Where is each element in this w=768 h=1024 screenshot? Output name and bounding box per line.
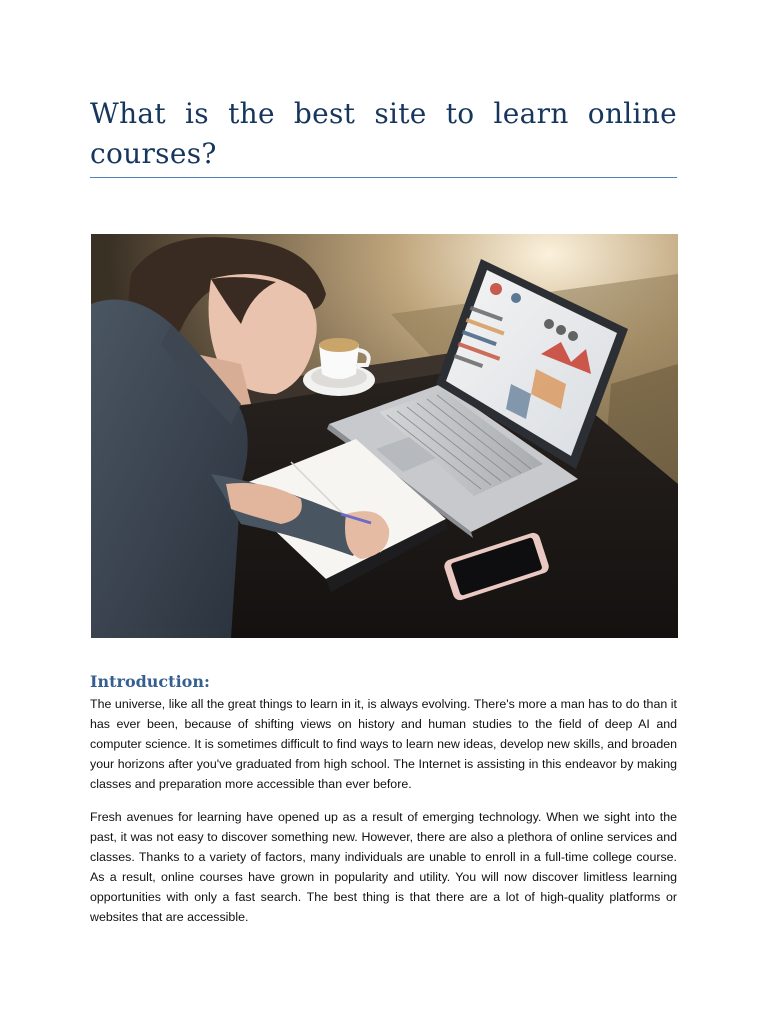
page-title: What is the best site to learn online courses? [90,97,677,170]
intro-paragraph-1: The universe, like all the great things to learn in it, is always evolving. There's more a man has to do than it has ever been, because of shifting views on history and human studies to the field of deep AI and computer science. It is sometimes difficult to find ways to learn new ideas, develop new skills, and broaden your horizons after you've graduated from high school. The Internet is assisting in this endeavor by making classes and preparation more accessible than ever before. [90,697,677,791]
intro-paragraph-2: Fresh avenues for learning have opened up as a result of emerging technology. When we sight into the past, it was not easy to discover something new. However, there are also a plethora of online services and classes. Thanks to a variety of factors, many individuals are unable to enroll in a full-time college course. As a result, online courses have grown in popularity and utility. You will now discover limitless learning opportunities with only a fast search. The best thing is that there are a lot of high-quality platforms or websites that are accessible. [90,810,677,924]
section-heading-introduction: Introduction: [90,672,210,691]
title-divider [90,177,677,178]
hero-photo [91,234,678,638]
woman-with-laptop-photo-icon [91,234,678,638]
